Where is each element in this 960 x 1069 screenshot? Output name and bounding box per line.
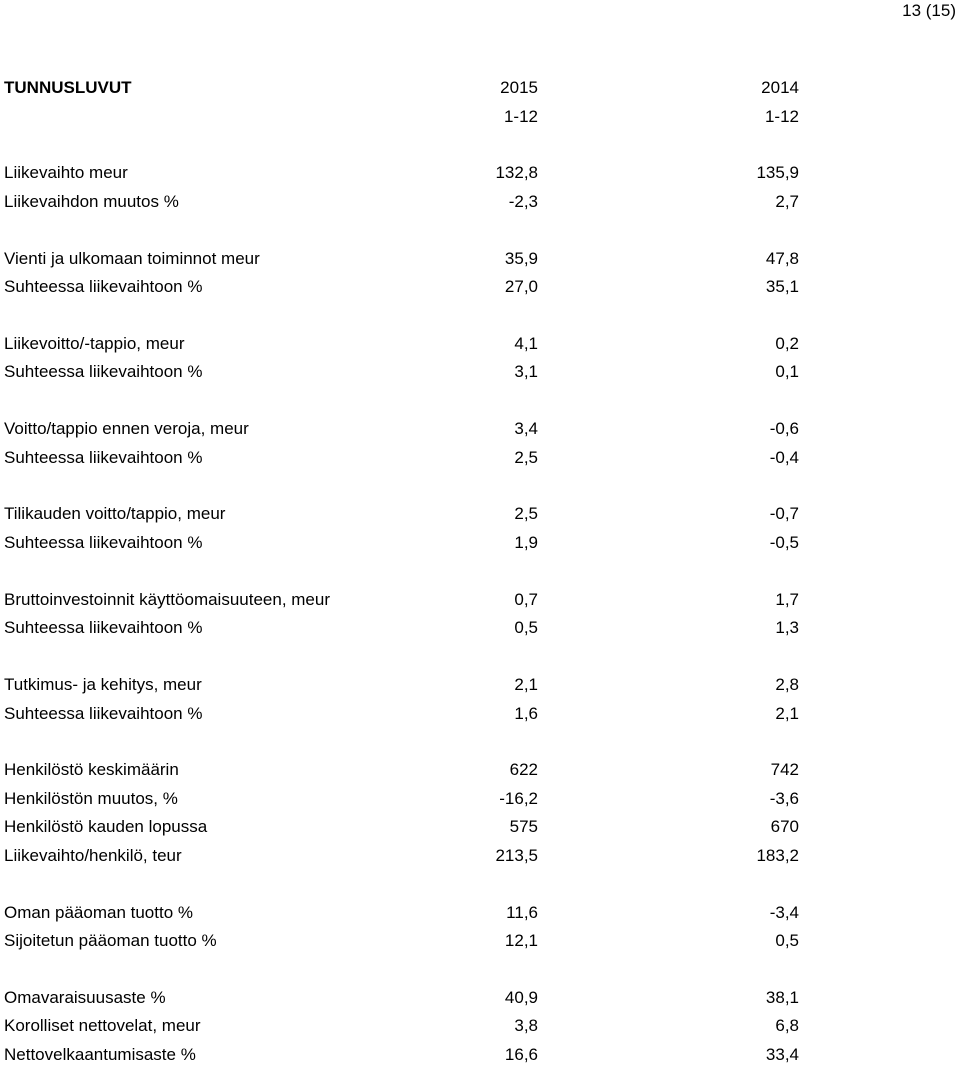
table-row	[4, 927, 944, 956]
page-number: 13 (15)	[902, 1, 956, 20]
table-row	[4, 813, 944, 842]
value-2015: 4,1	[514, 333, 538, 353]
group-spacer	[4, 472, 944, 500]
row-label: Suhteessa liikevaihtoon %	[4, 703, 203, 723]
group-spacer	[4, 557, 944, 585]
table-row	[4, 273, 944, 302]
value-2015: 40,9	[504, 987, 538, 1007]
value-2015: -2,3	[508, 191, 538, 211]
value-2015: 2,1	[514, 675, 538, 695]
table-row	[4, 529, 944, 558]
group-spacer	[4, 728, 944, 756]
table-row	[4, 785, 944, 814]
table-row	[4, 444, 944, 473]
group-spacer	[4, 302, 944, 330]
value-2014: -0,6	[769, 419, 799, 439]
value-2015: 2,5	[514, 504, 538, 524]
value-2014: 0,5	[775, 931, 799, 951]
row-label: Suhteessa liikevaihtoon %	[4, 362, 203, 382]
row-label: Nettovelkaantumisaste %	[4, 1044, 196, 1064]
value-2014: 0,2	[775, 333, 799, 353]
value-2014: 0,1	[775, 362, 799, 382]
table-row	[4, 700, 944, 729]
table-row	[4, 1012, 944, 1041]
group-spacer	[4, 131, 944, 159]
value-2015: 2,5	[514, 447, 538, 467]
table-row	[4, 586, 944, 615]
table-row	[4, 415, 944, 444]
value-2014: 38,1	[765, 987, 799, 1007]
row-label: Henkilöstö kauden lopussa	[4, 817, 208, 837]
value-2015: 575	[509, 817, 538, 837]
value-2015: 132,8	[495, 163, 538, 183]
group-spacer	[4, 870, 944, 898]
table-header-row	[4, 74, 944, 103]
row-label: Korolliset nettovelat, meur	[4, 1016, 201, 1036]
value-2014: 47,8	[765, 248, 799, 268]
group-spacer	[4, 387, 944, 415]
value-2015: 622	[509, 760, 538, 780]
value-2014: 35,1	[765, 277, 799, 297]
value-2014: 742	[770, 760, 799, 780]
table-row	[4, 984, 944, 1013]
table-row	[4, 245, 944, 274]
row-label: Suhteessa liikevaihtoon %	[4, 277, 203, 297]
value-2014: 2,1	[775, 703, 799, 723]
value-2014: 183,2	[756, 845, 799, 865]
table-period-row	[4, 103, 944, 132]
table-row	[4, 756, 944, 785]
value-2014: 2,7	[775, 191, 799, 211]
row-label: Suhteessa liikevaihtoon %	[4, 447, 203, 467]
row-label: Voitto/tappio ennen veroja, meur	[4, 419, 249, 439]
group-spacer	[4, 956, 944, 984]
table-title: TUNNUSLUVUT	[4, 78, 132, 97]
value-2014: 1,7	[775, 589, 799, 609]
row-label: Oman pääoman tuotto %	[4, 902, 194, 922]
row-label: Henkilöstö keskimäärin	[4, 760, 179, 780]
value-2014: -3,6	[769, 788, 799, 808]
table-row	[4, 1041, 944, 1069]
value-2014: 2,8	[775, 675, 799, 695]
value-2014: -0,7	[769, 504, 799, 524]
value-2015: 3,8	[514, 1016, 538, 1036]
key-figures-table	[4, 74, 944, 1069]
row-label: Sijoitetun pääoman tuotto %	[4, 931, 217, 951]
value-2014: 670	[770, 817, 799, 837]
value-2014: 135,9	[756, 163, 799, 183]
column-2015-period: 1-12	[503, 106, 538, 126]
value-2014: 6,8	[775, 1016, 799, 1036]
value-2015: 1,6	[514, 703, 538, 723]
row-label: Vienti ja ulkomaan toiminnot meur	[4, 248, 260, 268]
value-2015: 27,0	[504, 277, 538, 297]
value-2015: -16,2	[499, 788, 538, 808]
row-label: Liikevaihdon muutos %	[4, 191, 179, 211]
table-row	[4, 899, 944, 928]
table-row	[4, 614, 944, 643]
value-2015: 1,9	[514, 532, 538, 552]
row-label: Suhteessa liikevaihtoon %	[4, 618, 203, 638]
table-row	[4, 188, 944, 217]
table-row	[4, 358, 944, 387]
value-2014: -3,4	[769, 902, 799, 922]
row-label: Suhteessa liikevaihtoon %	[4, 532, 203, 552]
row-label: Tilikauden voitto/tappio, meur	[4, 504, 226, 524]
column-2014-period: 1-12	[764, 106, 799, 126]
value-2015: 16,6	[504, 1044, 538, 1064]
value-2015: 3,1	[514, 362, 538, 382]
group-spacer	[4, 216, 944, 244]
value-2015: 213,5	[495, 845, 538, 865]
row-label: Henkilöstön muutos, %	[4, 788, 178, 808]
table-row	[4, 159, 944, 188]
value-2015: 0,5	[514, 618, 538, 638]
row-label: Liikevoitto/-tappio, meur	[4, 333, 185, 353]
row-label: Tutkimus- ja kehitys, meur	[4, 675, 202, 695]
value-2014: 1,3	[775, 618, 799, 638]
value-2015: 0,7	[514, 589, 538, 609]
value-2014: -0,5	[769, 532, 799, 552]
table-row	[4, 500, 944, 529]
value-2015: 35,9	[504, 248, 538, 268]
row-label: Liikevaihto meur	[4, 163, 128, 183]
table-row	[4, 330, 944, 359]
row-label: Omavaraisuusaste %	[4, 987, 166, 1007]
column-2014-year: 2014	[761, 78, 799, 97]
group-spacer	[4, 643, 944, 671]
value-2014: 33,4	[765, 1044, 799, 1064]
table-row	[4, 842, 944, 871]
value-2014: -0,4	[769, 447, 799, 467]
value-2015: 11,6	[506, 902, 538, 922]
value-2015: 3,4	[514, 419, 538, 439]
column-2015-year: 2015	[500, 78, 538, 97]
table-body	[4, 131, 944, 1069]
row-label: Bruttoinvestoinnit käyttöomaisuuteen, meur	[4, 589, 331, 609]
value-2015: 12,1	[504, 931, 538, 951]
table-row	[4, 671, 944, 700]
row-label: Liikevaihto/henkilö, teur	[4, 845, 182, 865]
